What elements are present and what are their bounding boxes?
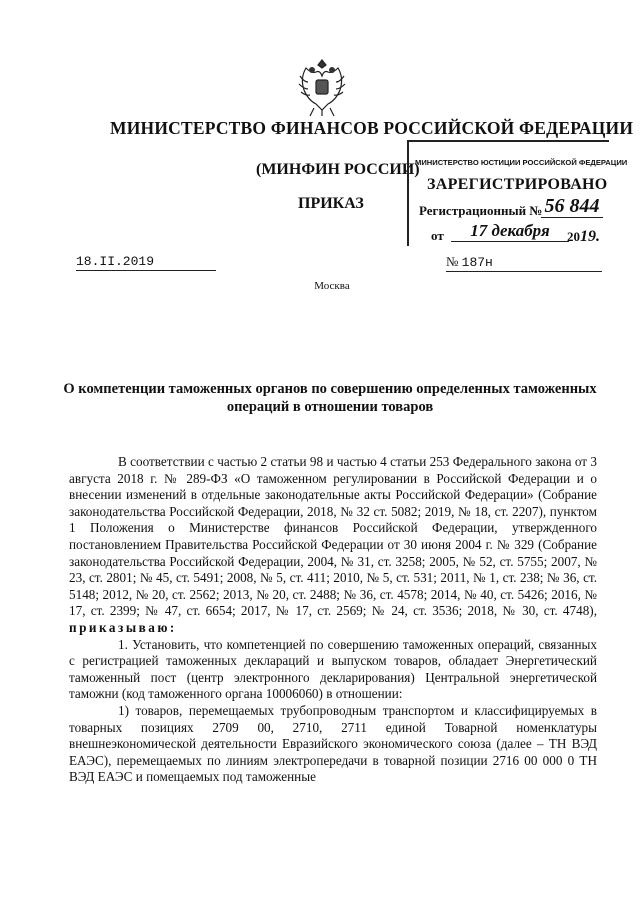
paragraph-1-1: 1) товаров, перемещаемых трубопроводным транспортом и классифицируемых в товарных позициях 2709 00, 2710, 2711 единой Товарной номенклатуры внешнеэкономической деятельности Евразийского экономического союза (далее – ТН ВЭД ЕАЭС), перемещаемых по линиям электропередачи в товарной позиции 2716 00 000 0 ТН ВЭД ЕАЭС и помещаемых под таможенные bbox=[69, 702, 597, 785]
order-number-line bbox=[446, 254, 602, 272]
stamp-registration-date: 17 декабря bbox=[451, 221, 569, 242]
stamp-number-label: Регистрационный № bbox=[419, 203, 543, 218]
stamp-year-value: 19. bbox=[580, 228, 600, 245]
document-title: О компетенции таможенных органов по совершению определенных таможенных операций в отношении товаров bbox=[63, 381, 597, 415]
intro-paragraph bbox=[69, 454, 597, 637]
order-city: Москва bbox=[314, 280, 350, 292]
document-type: ПРИКАЗ bbox=[298, 195, 364, 212]
stamp-registration-number: 56 844 bbox=[541, 195, 603, 218]
stamp-registered-label: ЗАРЕГИСТРИРОВАНО bbox=[427, 176, 608, 193]
order-date: 18.II.2019 bbox=[76, 254, 216, 271]
paragraph-1: 1. Установить, что компетенцией по совершению таможенных операций, связанных с регистрацией таможенных деклараций и выпуском товаров, обладает Энергетический таможенный пост (центр электронного декларирования) Центральной энергетической таможни (код таможенного органа 10006060) в отношении: bbox=[69, 636, 597, 702]
order-number-label: № bbox=[446, 254, 459, 269]
ministry-short-name: (МИНФИН РОССИИ) bbox=[256, 161, 420, 178]
order-word: приказываю: bbox=[69, 619, 177, 635]
registration-stamp bbox=[407, 140, 628, 246]
stamp-date-prefix: от bbox=[431, 228, 444, 243]
stamp-year bbox=[567, 228, 600, 246]
order-number: 187н bbox=[461, 255, 493, 270]
intro-text: В соответствии с частью 2 статьи 98 и частью 4 статьи 253 Федерального закона от 3 августа 2018 г. № 289-ФЗ «О таможенном регулировании в Российской Федерации и о внесении изменений в отдельные законодательные акты Российской Федерации» (Собрание законодательства Российской Федерации, 2018, № 32 ст. 5082; 2019, № 18, ст. 2207), пунктом 1 Положения о Министерстве финансов Российской Федерации, утвержденного постановлением Правительства Российской Федерации от 30 июня 2004 г. № 329 (Собрание законодательства Российской Федерации, 2004, № 31, ст. 3258; 2005, № 52, ст. 5755; 2007, № 23, ст. 2801; № 45, ст. 5491; 2008, № 5, ст. 411; 2010, № 5, ст. 531; 2011, № 1, ст. 238; № 36, ст. 5148; 2012, № 20, ст. 2562; 2013, № 20, ст. 2488; № 36, ст. 4578; 2014, № 40, ст. 5426; 2016, № 17, ст. 2399; № 47, ст. 6654; 2017, № 17, ст. 2569; № 24, ст. 3536; 2018, № 30, ст. 4748), bbox=[69, 454, 597, 619]
stamp-year-prefix: 20 bbox=[567, 229, 580, 244]
stamp-organization: МИНИСТЕРСТВО ЮСТИЦИИ РОССИЙСКОЙ ФЕДЕРАЦИИ bbox=[415, 158, 628, 167]
document-body bbox=[69, 454, 597, 786]
ministry-name: МИНИСТЕРСТВО ФИНАНСОВ РОССИЙСКОЙ ФЕДЕРАЦИИ bbox=[110, 118, 634, 138]
coat-of-arms-icon bbox=[296, 56, 348, 120]
